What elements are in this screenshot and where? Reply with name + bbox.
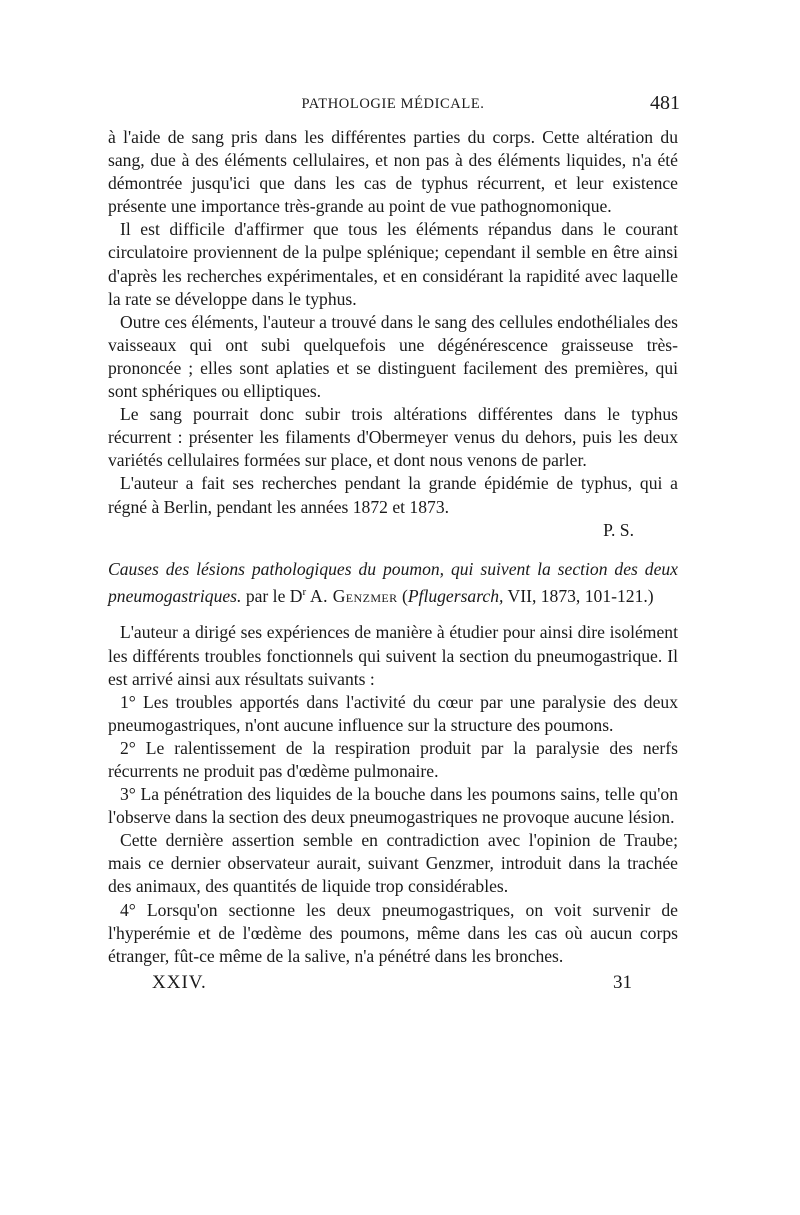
author-signature: P. S. [603, 519, 634, 540]
document-page [108, 92, 678, 1002]
running-head: PATHOLOGIE MÉDICALE. [301, 96, 485, 112]
page-footer [108, 972, 678, 1002]
volume-mark: XXIV. [152, 971, 207, 993]
page-number: 481 [650, 92, 680, 114]
paragraph: à l'aide de sang pris dans les différentes parties du corps. Cette altération du sang, due à des éléments cellulaires, et non pas à des éléments liquides, n'a été démontrée jusqu'ici que dans les cas de typhus récurrent, et leur existence présente une importance très-grande au point de vue pathognomonique. [108, 127, 678, 217]
reference-author: A. Genzmer [306, 585, 398, 606]
paragraph: Outre ces éléments, l'auteur a trouvé dans le sang des cellules endothéliales des vaisseaux qui ont subi quelquefois une dégénérescence graisseuse très-prononcée ; elles sont aplaties et se distinguent facilement des premières, qui sont sphériques ou elliptiques. [108, 311, 678, 402]
paragraph: L'auteur a fait ses recherches pendant la grande épidémie de typhus, qui a régné à Berlin, pendant les années 1872 et 1873. [108, 473, 678, 517]
signature-number: 31 [613, 971, 632, 993]
reference-dr-sup: r [302, 586, 307, 599]
body-text-top [108, 126, 678, 519]
paragraph: 4° Lorsqu'on sectionne les deux pneumogastriques, on voit survenir de l'hyperémie et de l'œdème des poumons, même dans les cas où aucun corps étranger, fût-ce même de la salive, n'a pénétré dans les bronches. [108, 899, 678, 966]
paragraph: 2° Le ralentissement de la respiration produit par la paralysie des nerfs récurrents ne produit pas d'œdème pulmonaire. [108, 737, 678, 782]
body-text-bottom [108, 621, 678, 967]
reference-journal: Pflugersarch, [407, 585, 504, 606]
section-gap [108, 608, 678, 621]
paragraph: 1° Les troubles apportés dans l'activité du cœur par une paralysie des deux pneumogastriques, n'ont aucune influence sur la structure des poumons. [108, 691, 678, 735]
reference-by: par le D [241, 585, 303, 606]
paragraph: Cette dernière assertion semble en contradiction avec l'opinion de Traube; mais ce dernier observateur aurait, suivant Genzmer, introduit dans la trachée des animaux, des quantités de liquide trop considérables. [108, 830, 678, 897]
page-header [108, 92, 678, 126]
reference-details: VII, 1873, 101-121.) [503, 585, 654, 606]
paragraph: Le sang pourrait donc subir trois altérations différentes dans le typhus récurrent : présenter les filaments d'Obermeyer venus du dehors, puis les deux variétés cellulaires formées sur place, et dont nous venons de parler. [108, 404, 678, 471]
reference-journal-open: ( [397, 585, 408, 606]
article-reference [108, 558, 678, 609]
paragraph: Il est difficile d'affirmer que tous les éléments répandus dans le courant circulatoire proviennent de la pulpe splénique; cependant il semble en être ainsi d'après les recherches expérimentales, et en considérant la rapidité avec laquelle la rate se développe dans le typhus. [108, 219, 678, 309]
paragraph: L'auteur a dirigé ses expériences de manière à étudier pour ainsi dire isolément les différents troubles fonctionnels qui suivent la section du pneumogastrique. Il est arrivé ainsi aux résultats suivants : [108, 622, 678, 689]
reference-title-text: Causes des lésions pathologiques du poumon, qui suivent la section des deux pneumogastriques. [108, 558, 678, 606]
paragraph: 3° La pénétration des liquides de la bouche dans les poumons sains, telle qu'on l'observe dans la section des deux pneumogastriques ne provoque aucune lésion. [108, 784, 678, 828]
